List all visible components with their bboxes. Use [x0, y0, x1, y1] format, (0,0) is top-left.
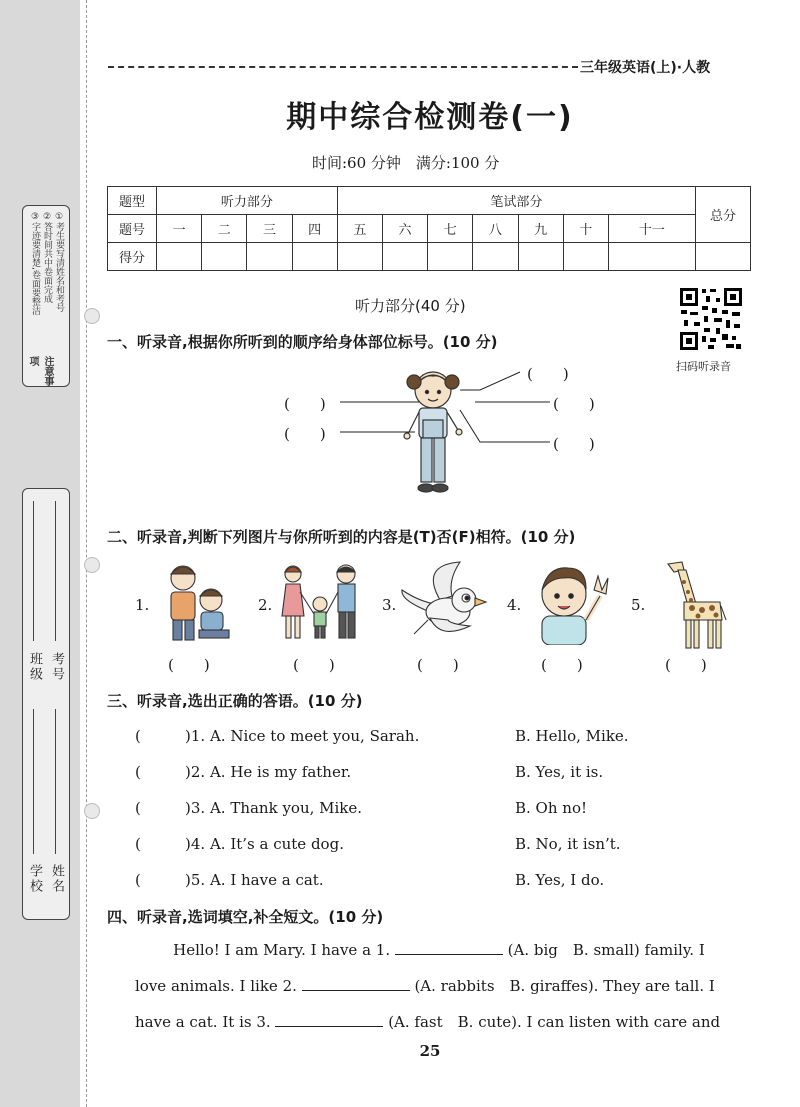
page-title: 期中综合检测卷(一) [286, 100, 574, 135]
class-blank[interactable] [33, 501, 34, 641]
item-number: 4. [507, 596, 522, 614]
score-cell[interactable] [157, 243, 202, 271]
question-number: )4. [185, 835, 206, 853]
question-number: 九 [518, 215, 563, 243]
question-number: 一 [157, 215, 202, 243]
notice-3: ③字迹要清楚,卷面要整洁 [30, 212, 40, 315]
section-4-title: 四、听录音,选词填空,补全短文。(10 分) [107, 908, 384, 926]
passage-text: Hello! I am Mary. I have a 1. [173, 941, 391, 959]
question-number: )5. [185, 871, 206, 889]
blank-1[interactable] [395, 940, 503, 955]
question-number: )1. [185, 727, 206, 745]
school-blank[interactable] [33, 709, 34, 854]
answer-paren[interactable]: ( [135, 799, 141, 817]
passage-text: have a cat. It is 3. [135, 1013, 271, 1031]
item-number: 5. [631, 596, 646, 614]
notice-1: ①考生要写清姓名和考号 [54, 212, 64, 312]
section-1-title: 一、听录音,根据你所听到的顺序给身体部位标号。(10 分) [107, 333, 498, 351]
series-label: 三年级英语(上)·人教 [580, 60, 711, 76]
question-row [135, 763, 351, 781]
boys-helping-illustration [155, 560, 240, 645]
score-cell[interactable] [202, 243, 247, 271]
school-label: 学校 [27, 864, 42, 894]
score-cell[interactable] [518, 243, 563, 271]
score-cell[interactable] [696, 243, 751, 271]
bird-illustration [400, 560, 492, 650]
blank-2[interactable] [302, 976, 410, 991]
answer-paren[interactable]: ( ) [665, 656, 707, 674]
option-a[interactable]: A. Nice to meet you, Sarah. [209, 727, 420, 745]
girl-illustration [330, 362, 560, 507]
binding-hole [84, 557, 100, 573]
name-blank[interactable] [55, 709, 56, 854]
answer-paren[interactable]: ( ) [527, 365, 569, 383]
item-number: 3. [382, 596, 397, 614]
writing-header: 笔试部分 [337, 187, 695, 215]
passage-line [135, 1004, 750, 1040]
item-number: 2. [258, 596, 273, 614]
question-number: )2. [185, 763, 206, 781]
answer-paren[interactable]: ( ) [553, 395, 595, 413]
answer-paren[interactable]: ( ) [553, 435, 595, 453]
class-label: 班级 [27, 652, 42, 682]
score-table [107, 186, 751, 271]
page-number: 25 [419, 1042, 441, 1060]
student-info-box [22, 488, 70, 920]
notice-2: ②答时间共中卷面完成 [42, 212, 52, 303]
listening-header: 听力部分 [157, 187, 338, 215]
binding-hole [84, 803, 100, 819]
name-label: 姓名 [49, 864, 64, 894]
option-b[interactable]: B. Oh no! [515, 799, 588, 817]
option-b[interactable]: B. Yes, I do. [515, 871, 605, 889]
cut-line [86, 0, 87, 1107]
answer-paren[interactable]: ( ) [541, 656, 583, 674]
question-number: 四 [292, 215, 337, 243]
score-cell[interactable] [473, 243, 518, 271]
question-number: 十 [563, 215, 608, 243]
option-a[interactable]: A. He is my father. [209, 763, 352, 781]
waving-boy-illustration [528, 560, 618, 645]
score-cell[interactable] [382, 243, 427, 271]
row-label: 得分 [108, 243, 157, 271]
exam-no-blank[interactable] [55, 501, 56, 641]
option-a[interactable]: A. I have a cat. [209, 871, 324, 889]
passage-line [135, 968, 750, 1004]
section-2-title: 二、听录音,判断下列图片与你所听到的内容是(T)否(F)相符。(10 分) [107, 528, 576, 546]
answer-paren[interactable]: ( ) [293, 656, 335, 674]
question-number: 六 [382, 215, 427, 243]
question-number: 二 [202, 215, 247, 243]
section-3-title: 三、听录音,选出正确的答语。(10 分) [107, 692, 363, 710]
question-row [135, 835, 344, 853]
option-b[interactable]: B. Hello, Mike. [515, 727, 629, 745]
question-row [135, 871, 324, 889]
question-row [135, 799, 362, 817]
row-label: 题号 [108, 215, 157, 243]
notice-label: 注意事项 [27, 356, 53, 386]
passage-line [135, 932, 750, 968]
item-number: 1. [135, 596, 150, 614]
score-cell[interactable] [247, 243, 292, 271]
answer-paren[interactable]: ( [135, 727, 141, 745]
listening-section-header: 听力部分(40 分) [355, 297, 466, 315]
passage-text: love animals. I like 2. [135, 977, 297, 995]
question-number: 五 [337, 215, 382, 243]
giraffe-illustration [660, 558, 730, 650]
binding-hole [84, 308, 100, 324]
passage-text: (A. rabbits B. giraffes). They are tall. I [414, 977, 715, 995]
answer-paren[interactable]: ( ) [168, 656, 210, 674]
blank-3[interactable] [275, 1012, 383, 1027]
header-rule [108, 66, 578, 68]
notice-box [22, 205, 70, 387]
question-row [135, 727, 419, 745]
score-cell[interactable] [428, 243, 473, 271]
score-cell[interactable] [292, 243, 337, 271]
answer-paren[interactable]: ( [135, 835, 141, 853]
question-number: 八 [473, 215, 518, 243]
total-header: 总分 [696, 187, 751, 243]
answer-paren[interactable]: ( [135, 871, 141, 889]
score-cell[interactable] [337, 243, 382, 271]
score-cell[interactable] [563, 243, 608, 271]
option-b[interactable]: B. Yes, it is. [515, 763, 604, 781]
passage [135, 932, 750, 1040]
question-number: 十一 [608, 215, 695, 243]
question-number: 七 [428, 215, 473, 243]
answer-paren[interactable]: ( [135, 763, 141, 781]
score-cell[interactable] [608, 243, 695, 271]
qr-code-icon[interactable] [678, 286, 744, 352]
row-label: 题型 [108, 187, 157, 215]
exam-no-label: 考号 [49, 652, 64, 682]
passage-text: (A. big B. small) family. I [507, 941, 705, 959]
answer-paren[interactable]: ( ) [417, 656, 459, 674]
family-illustration [276, 562, 366, 642]
answer-paren[interactable]: ( ) [284, 425, 326, 443]
option-b[interactable]: B. No, it isn’t. [515, 835, 621, 853]
option-a[interactable]: A. It’s a cute dog. [209, 835, 344, 853]
time-info: 时间:60 分钟 满分:100 分 [312, 154, 500, 172]
answer-paren[interactable]: ( ) [284, 395, 326, 413]
question-number: 三 [247, 215, 292, 243]
qr-caption: 扫码听录音 [676, 360, 731, 373]
passage-text: (A. fast B. cute). I can listen with care and [388, 1013, 721, 1031]
question-number: )3. [185, 799, 206, 817]
option-a[interactable]: A. Thank you, Mike. [209, 799, 363, 817]
